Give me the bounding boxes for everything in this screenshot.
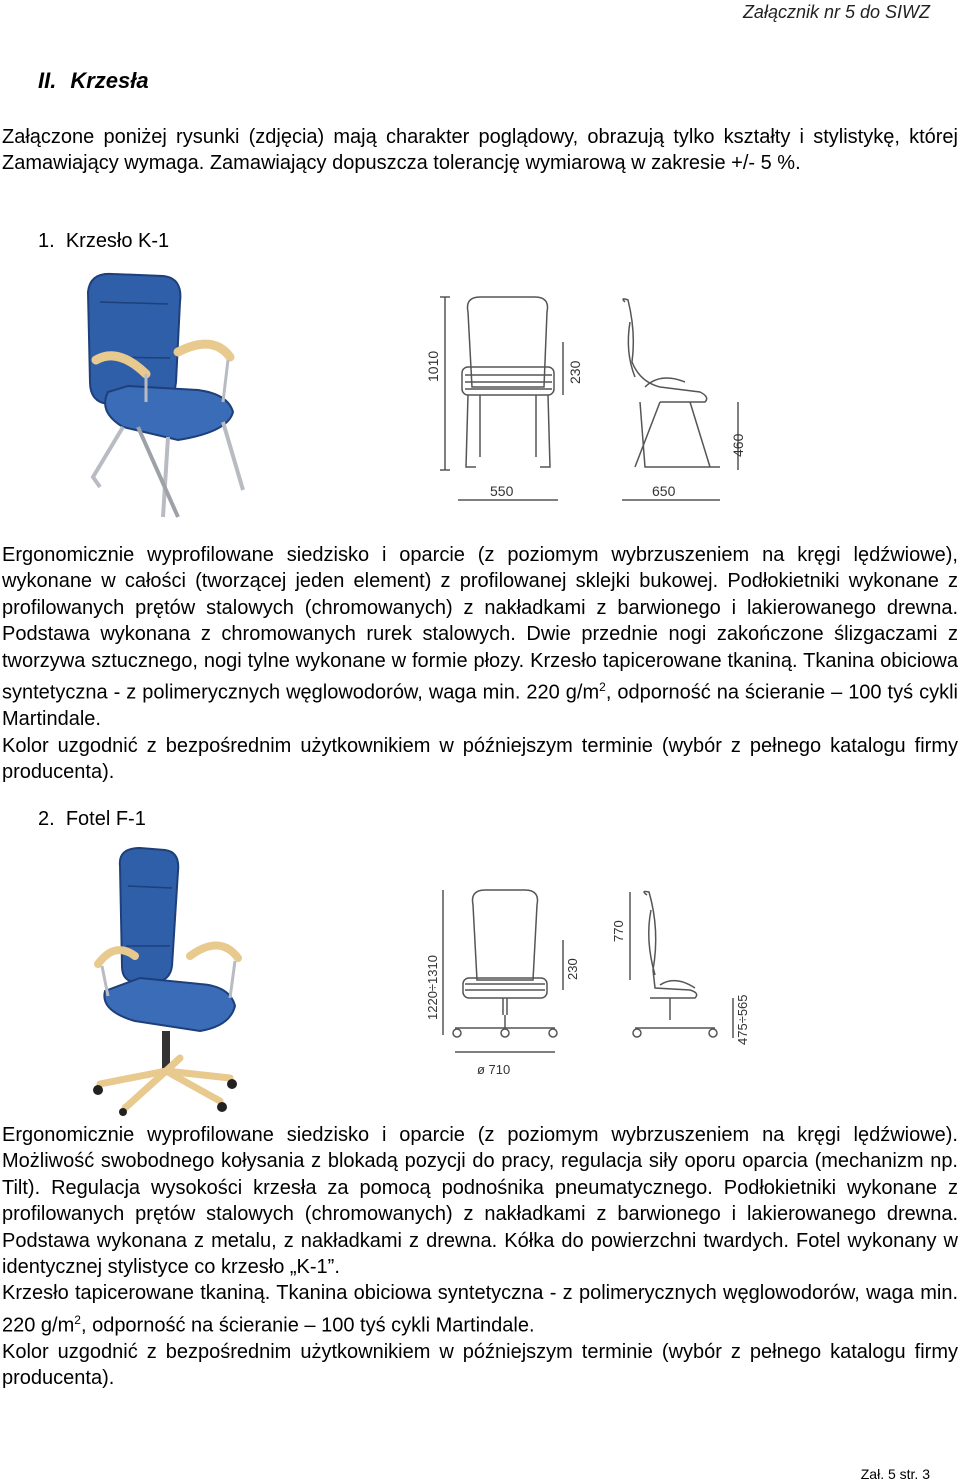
attachment-label: Załącznik nr 5 do SIWZ <box>742 2 930 22</box>
item-1-name: Krzesło K-1 <box>65 230 170 252</box>
f1-dim-back: 230 <box>565 958 580 980</box>
item-1-number: 1. <box>38 230 55 252</box>
item-2-name: Fotel F-1 <box>65 808 146 830</box>
k1-dim-depth: 650 <box>652 483 676 499</box>
section-number: II. <box>38 68 57 93</box>
k1-dim-width: 550 <box>490 483 514 499</box>
f1-dim-base: ø 710 <box>477 1062 511 1077</box>
item-2-number: 2. <box>38 808 55 830</box>
item-2-description: Ergonomicznie wyprofilowane siedzisko i oparcie (z poziomym wybrzuszeniem na kręgi lędźwiowe). Możliwość swobodnego kołysania z blokadą pozycji do pracy, regulacja siły oporu oparcia (mechanizm np. Tilt). Regulacja wysokości krzesła za pomocą podnośnika pneumatycznego. Podłokietniki wykonane z profilowanych prętów stalowych (chromowanych) z nakładkami z barwionego i lakierowanego drewna. Podstawa wykonana z metalu, z nakładkami z drewna. Kółka do powierzchni twardych. Fotel wykonany w identycznej stylistyce co krzesło „K-1”. Krzesło tapicerowane tkaniną. Tkanina obiciowa syntetyczna - z polimerycznych węglowodorów, waga min. 220 $g/m^2$, odporność na ścieranie – 100 tyś cykli Martindale. Kolor uzgodnić z bezpośrednim użytkownikiem w późniejszym terminie (wybór z pełnego katalogu firmy producenta). <box>2 1124 958 1390</box>
section-name: Krzesła <box>70 68 149 93</box>
k1-dim-back: 230 <box>567 360 583 384</box>
page-footer: Zał. 5 str. 3 <box>860 1466 930 1482</box>
k1-dim-height: 1010 <box>425 350 441 382</box>
chair-f1-drawing <box>415 880 765 1085</box>
chair-k1-drawing <box>420 292 760 512</box>
section-title <box>38 68 163 94</box>
item-2-title <box>38 808 146 831</box>
intro-paragraph: Załączone poniżej rysunki (zdjęcia) mają charakter poglądowy, obrazują tylko kształty i stylistykę, której Zamawiający wymaga. Zamawiający dopuszcza tolerancję wymiarową w zakresie +/- 5 %. <box>2 126 958 175</box>
k1-dim-seat-height: 460 <box>730 433 746 457</box>
item-1-title <box>38 230 169 253</box>
f1-dim-height: 1220÷1310 <box>425 955 440 1020</box>
item-1-description: Ergonomicznie wyprofilowane siedzisko i oparcie (z poziomym wybrzuszeniem na kręgi lędźwiowe), wykonane w całości (tworzącej jeden element) z profilowanej sklejki bukowej. Podłokietniki wykonane z profilowanych prętów stalowych (chromowanych) z nakładkami z barwionego i lakierowanego drewna. Podstawa wykonana z chromowanych rurek stalowych. Dwie przednie nogi zakończone ślizgaczami z tworzywa sztucznego, nogi tylne wykonane w formie płozy. Krzesło tapicerowane tkaniną. Tkanina obiciowa syntetyczna - z polimerycznych węglowodorów, waga min. 220 $g/m^2$, odporność na ścieranie – 100 tyś cykli Martindale. Kolor uzgodnić z bezpośrednim użytkownikiem w późniejszym terminie (wybór z pełnego katalogu firmy producenta). <box>2 544 958 783</box>
chair-f1-photo <box>80 846 270 1116</box>
f1-dim-back-height: 770 <box>611 920 626 942</box>
f1-dim-seat-height: 475÷565 <box>735 994 750 1045</box>
chair-k1-photo <box>28 262 278 527</box>
